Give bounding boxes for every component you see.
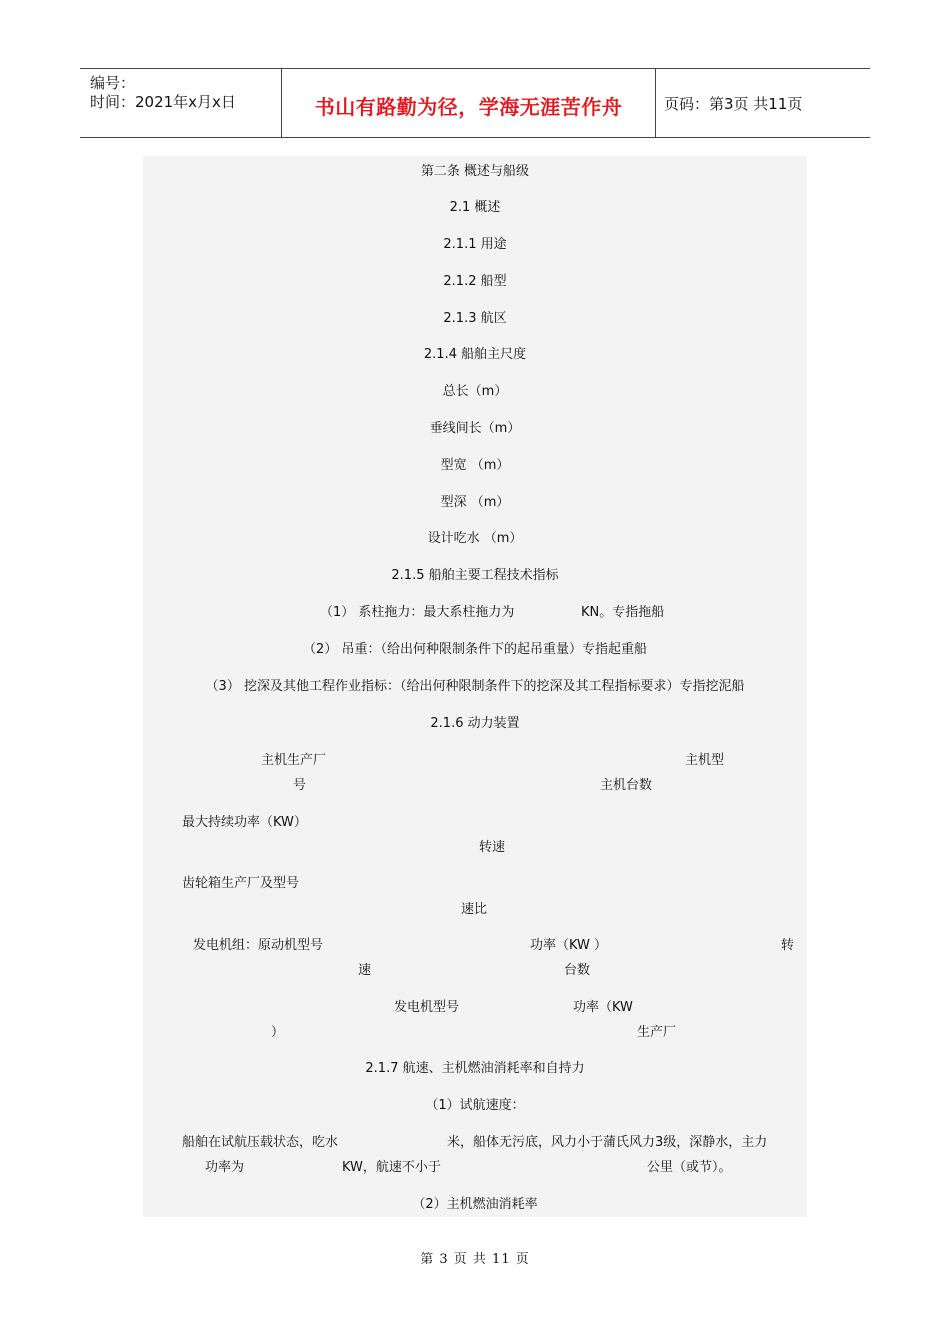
header-motto-cell [282, 69, 656, 137]
moulded-depth: 型深 （m） [440, 495, 510, 510]
gearbox-maker-type: 齿轮箱生产厂及型号 [182, 876, 300, 891]
date-label: 时间：2021年x月x日 [90, 93, 236, 111]
item-1-unit: KN。专指拖船 [581, 605, 665, 620]
section-2-1-1: 2.1.1 用途 [443, 237, 507, 252]
page-info: 页码：第3页 共11页 [664, 95, 803, 113]
generator-maker: 生产厂 [637, 1025, 677, 1040]
generator-power-2-close: ） [271, 1025, 285, 1040]
trial-speed-unit: 公里（或节）。 [647, 1160, 732, 1175]
trial-power-label: 功率为 [205, 1160, 245, 1175]
fuel-consumption-title: （2）主机燃油消耗率 [412, 1197, 538, 1212]
generator-prime-mover: 发电机组：原动机型号 [193, 938, 324, 953]
motto: 书山有路勤为径，学海无涯苦作舟 [314, 95, 623, 119]
length-between-perpendiculars: 垂线间长（m） [429, 421, 521, 436]
section-2-1-3: 2.1.3 航区 [443, 311, 507, 326]
main-engine-maker: 主机生产厂 [261, 753, 327, 768]
article-title: 第二条 概述与船级 [420, 164, 530, 179]
trial-condition-draft: 船舶在试航压载状态，吃水 [182, 1135, 339, 1150]
moulded-breadth: 型宽 （m） [440, 458, 510, 473]
engine-speed: 转速 [479, 840, 506, 855]
item-3-dredging: （3） 挖深及其他工程作业指标：（给出何种限制条件下的挖深及其工程指标要求）专指挖泥船 [205, 679, 745, 694]
section-2-1-2: 2.1.2 船型 [443, 274, 507, 289]
section-2-1: 2.1 概述 [449, 200, 501, 215]
generator-count: 台数 [564, 963, 591, 978]
section-2-1-5: 2.1.5 船舶主要工程技术指标 [391, 568, 559, 583]
header-meta-cell [80, 69, 282, 137]
trial-speed-title: （1）试航速度： [425, 1098, 525, 1113]
design-draft: 设计吃水 （m） [427, 531, 523, 546]
item-2-lifting: （2） 吊重：（给出何种限制条件下的起吊重量）专指起重船 [303, 642, 647, 657]
document-body [143, 156, 807, 1217]
trial-power-unit: KW，航速不小于 [342, 1160, 441, 1175]
generator-speed-a: 转 [781, 938, 795, 953]
section-2-1-6: 2.1.6 动力装置 [430, 716, 520, 731]
generator-power: 功率（KW ） [530, 938, 608, 953]
main-engine-type: 主机型 [685, 753, 725, 768]
main-engine-maker-cont: 号 [293, 778, 307, 793]
section-2-1-7: 2.1.7 航速、主机燃油消耗率和自持力 [365, 1061, 585, 1076]
header-page-cell [656, 69, 870, 137]
document-header [80, 68, 870, 138]
generator-type: 发电机型号 [394, 1000, 460, 1015]
section-2-1-4: 2.1.4 船舶主尺度 [423, 347, 527, 362]
gear-ratio: 速比 [461, 902, 488, 917]
length-overall: 总长（m） [442, 384, 508, 399]
page-footer: 第 3 页 共 11 页 [420, 1252, 530, 1267]
trial-condition-text: 米，船体无污底，风力小于蒲氏风力3级，深静水，主力 [447, 1135, 768, 1150]
generator-power-2: 功率（KW [573, 1000, 633, 1015]
item-1-bollard-pull: （1） 系柱拖力：最大系柱拖力为 [320, 605, 515, 620]
max-continuous-power: 最大持续功率（KW） [182, 815, 307, 830]
generator-speed-b: 速 [358, 963, 372, 978]
main-engine-count: 主机台数 [600, 778, 653, 793]
number-label: 编号： [90, 74, 136, 92]
